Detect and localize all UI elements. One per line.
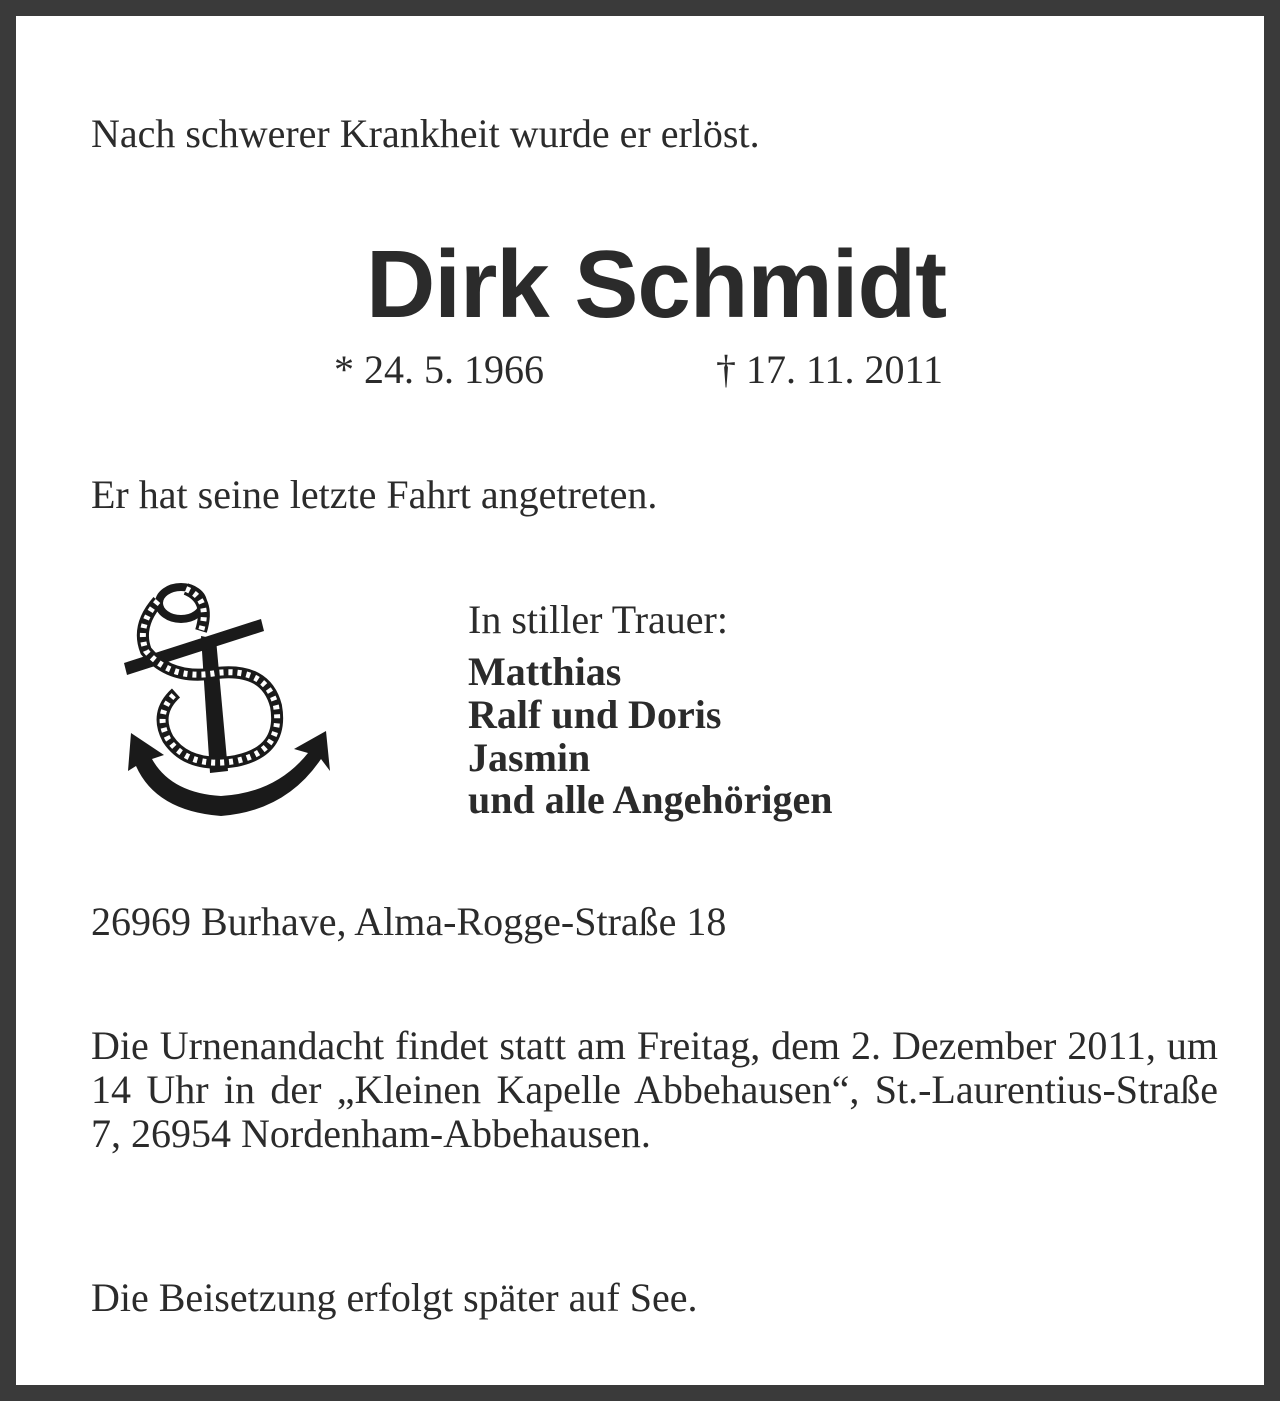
intro-line: Nach schwerer Krankheit wurde er erlöst. (91, 111, 760, 156)
death-date: † 17. 11. 2011 (716, 347, 944, 392)
anchor-icon (116, 581, 341, 826)
last-journey-line: Er hat seine letzte Fahrt angetreten. (91, 472, 658, 517)
family-address: 26969 Burhave, Alma-Rogge-Straße 18 (91, 899, 727, 944)
deceased-name: Dirk Schmidt (365, 231, 947, 338)
mourner-name: Jasmin (468, 735, 591, 780)
mourner-name: Matthias (468, 649, 622, 694)
mourning-heading: In stiller Trauer: (468, 597, 728, 642)
birth-date: * 24. 5. 1966 (334, 347, 544, 392)
ceremony-details: Die Urnenandacht findet statt am Freitag, dem 2. Dezember 2011, um 14 Uhr in der „Kleinen Kapelle Abbehausen“, St.-Laurentius-Straße 7, 26954 Nordenham-Abbehausen. (91, 1023, 1218, 1156)
mourner-name: Ralf und Doris (468, 692, 722, 737)
burial-note: Die Beisetzung erfolgt später auf See. (91, 1275, 698, 1320)
mourner-name: und alle Angehörigen (468, 777, 833, 822)
